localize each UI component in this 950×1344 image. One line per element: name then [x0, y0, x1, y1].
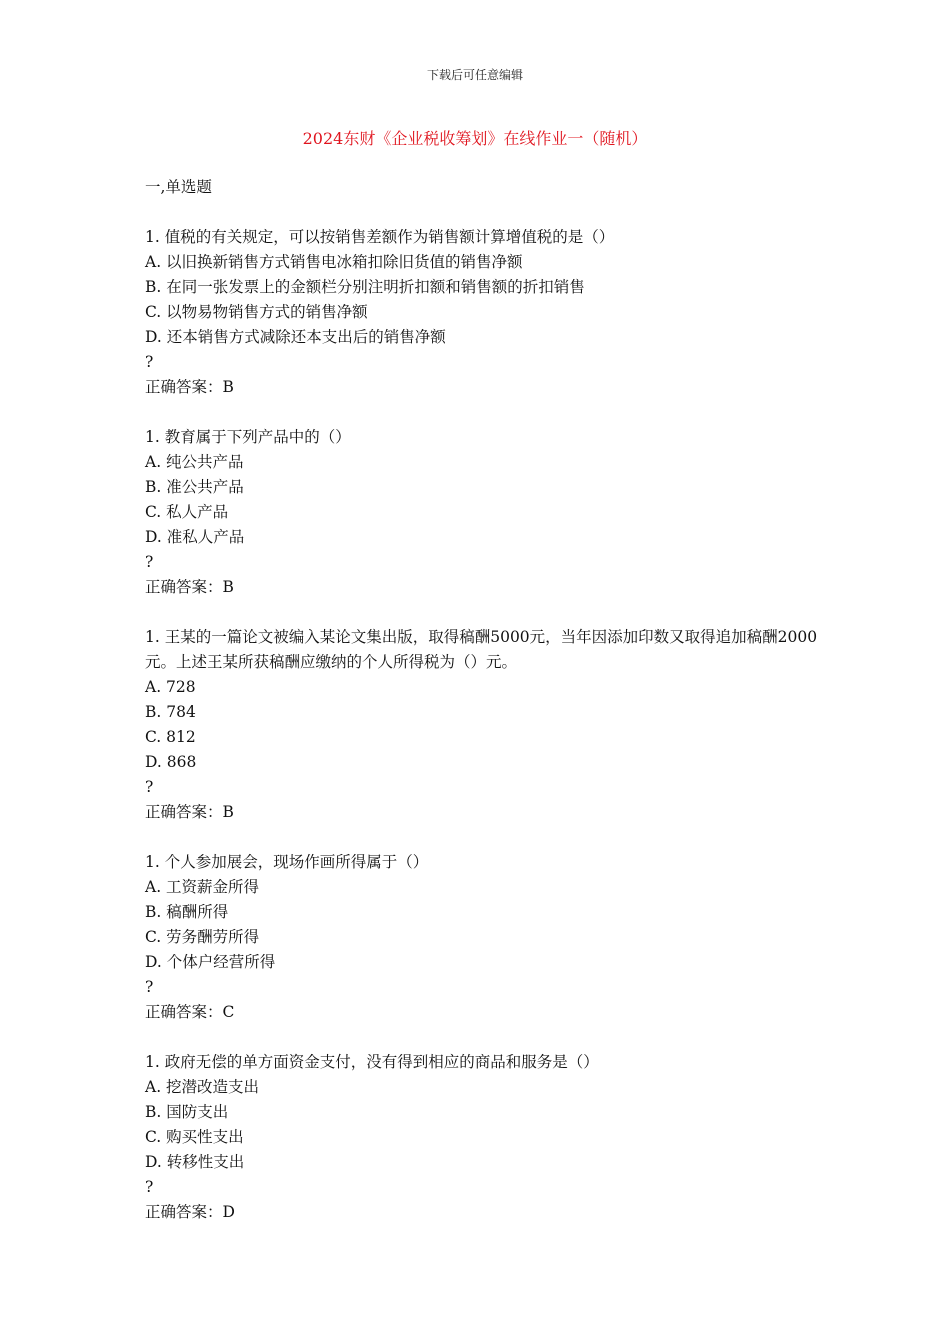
question-stem: 1. 政府无偿的单方面资金支付，没有得到相应的商品和服务是（） — [145, 1053, 599, 1071]
question-stem: 1. 个人参加展会，现场作画所得属于（） — [145, 853, 429, 871]
question-4 — [145, 850, 825, 1025]
correct-answer — [145, 575, 825, 600]
document-content — [145, 175, 825, 1250]
option-b: B. 在同一张发票上的金额栏分别注明折扣额和销售额的折扣销售 — [145, 278, 585, 296]
option-b: B. 784 — [145, 703, 196, 721]
question-mark: ? — [145, 553, 154, 571]
answer-value: C — [222, 1003, 235, 1021]
question-stem: 1. 教育属于下列产品中的（） — [145, 428, 351, 446]
correct-answer — [145, 375, 825, 400]
answer-prefix: 正确答案： — [145, 1203, 223, 1221]
answer-value: B — [222, 378, 234, 396]
option-a: A. 纯公共产品 — [145, 453, 244, 471]
option-d: D. 转移性支出 — [145, 1153, 245, 1171]
question-3 — [145, 625, 825, 825]
option-a: A. 728 — [145, 678, 196, 696]
header-note: 下载后可任意编辑 — [426, 68, 523, 82]
option-d: D. 个体户经营所得 — [145, 953, 276, 971]
answer-value: D — [222, 1203, 235, 1221]
option-c: C. 私人产品 — [145, 503, 229, 521]
option-b: B. 准公共产品 — [145, 478, 244, 496]
question-1 — [145, 225, 825, 400]
option-b: B. 稿酬所得 — [145, 903, 229, 921]
answer-prefix: 正确答案： — [145, 378, 223, 396]
option-c: C. 劳务酬劳所得 — [145, 928, 260, 946]
answer-value: B — [222, 803, 234, 821]
question-5 — [145, 1050, 825, 1225]
option-a: A. 挖潜改造支出 — [145, 1078, 260, 1096]
option-d: D. 还本销售方式减除还本支出后的销售净额 — [145, 328, 446, 346]
question-mark: ? — [145, 1178, 154, 1196]
question-mark: ? — [145, 353, 154, 371]
option-c: C. 812 — [145, 728, 196, 746]
question-2 — [145, 425, 825, 600]
correct-answer — [145, 800, 825, 825]
question-stem: 1. 值税的有关规定，可以按销售差额作为销售额计算增值税的是（） — [145, 228, 615, 246]
option-c: C. 以物易物销售方式的销售净额 — [145, 303, 368, 321]
correct-answer — [145, 1200, 825, 1225]
option-c: C. 购买性支出 — [145, 1128, 244, 1146]
option-a: A. 工资薪金所得 — [145, 878, 260, 896]
correct-answer — [145, 1000, 825, 1025]
question-mark: ? — [145, 978, 154, 996]
question-mark: ? — [145, 778, 154, 796]
answer-value: B — [222, 578, 234, 596]
option-d: D. 准私人产品 — [145, 528, 245, 546]
answer-prefix: 正确答案： — [145, 803, 223, 821]
answer-prefix: 正确答案： — [145, 1003, 223, 1021]
section-heading: 一,单选题 — [145, 178, 212, 196]
option-b: B. 国防支出 — [145, 1103, 229, 1121]
question-stem: 1. 王某的一篇论文被编入某论文集出版，取得稿酬5000元，当年因添加印数又取得追加稿酬2000元。上述王某所获稿酬应缴纳的个人所得税为（）元。 — [145, 628, 818, 671]
answer-prefix: 正确答案： — [145, 578, 223, 596]
option-d: D. 868 — [145, 753, 197, 771]
option-a: A. 以旧换新销售方式销售电冰箱扣除旧货值的销售净额 — [145, 253, 523, 271]
document-title: 2024东财《企业税收筹划》在线作业一（随机） — [302, 129, 648, 148]
